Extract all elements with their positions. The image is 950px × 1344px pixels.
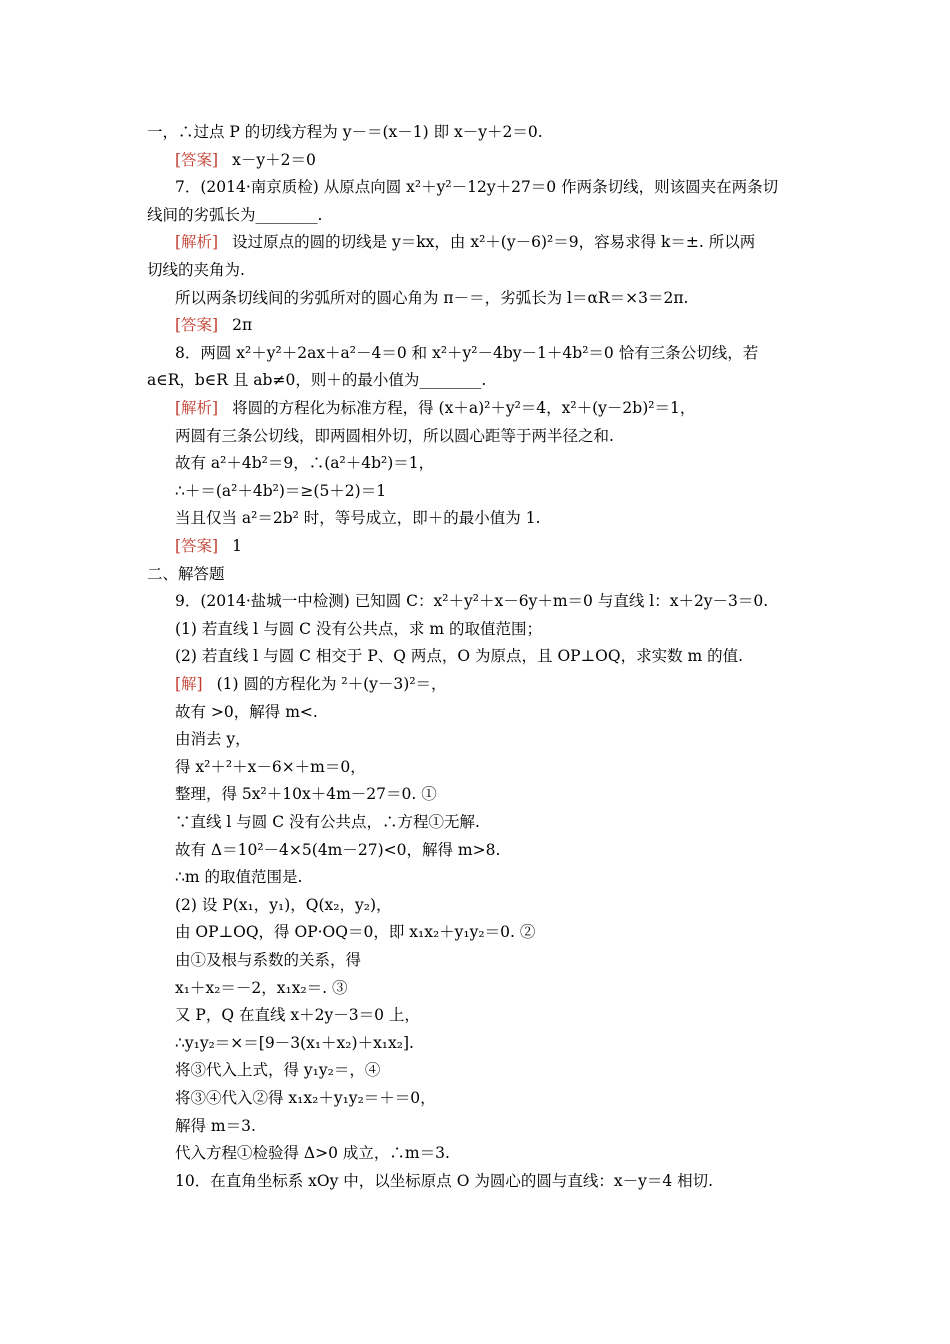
line-text: 设过原点的圆的切线是 y＝kx，由 x²＋(y－6)²＝9，容易求得 k＝±. 所以两 xyxy=(232,233,756,251)
line-text: 代入方程①检验得 Δ>0 成立，∴m＝3. xyxy=(175,1144,450,1162)
text-line xyxy=(175,702,318,722)
line-text: (2) 若直线 l 与圆 C 相交于 P、Q 两点，O 为原点，且 OP⊥OQ，求实数 m 的值. xyxy=(175,647,744,665)
line-text: x－y＋2＝0 xyxy=(232,151,316,169)
text-line xyxy=(175,1143,450,1163)
text-line xyxy=(147,260,245,280)
line-text: 2π xyxy=(232,316,253,334)
line-text: 由 OP⊥OQ，得 OP·OQ＝0，即 x₁x₂＋y₁y₂＝0. ② xyxy=(175,923,536,941)
line-text: 当且仅当 a²＝2b² 时，等号成立，即＋的最小值为 1. xyxy=(175,509,541,527)
line-text: 故有 a²＋4b²＝9，∴(a²＋4b²)＝1， xyxy=(175,454,435,472)
line-text: ∵直线 l 与圆 C 没有公共点，∴方程①无解. xyxy=(175,813,480,831)
text-line xyxy=(175,1088,436,1108)
text-line xyxy=(175,812,480,832)
text-line xyxy=(175,315,252,335)
line-text: 两圆有三条公切线，即两圆相外切，所以圆心距等于两半径之和. xyxy=(175,427,614,445)
line-text: ∴m 的取值范围是. xyxy=(175,868,303,886)
text-line xyxy=(175,729,251,749)
line-text: 1 xyxy=(232,537,242,555)
text-line xyxy=(175,1033,414,1053)
text-line xyxy=(175,426,614,446)
line-text: a∈R，b∈R 且 ab≠0，则＋的最小值为________. xyxy=(147,371,487,389)
line-text: 得 x²＋²＋x－6×＋m＝0， xyxy=(175,758,366,776)
line-text: ∴＋＝(a²＋4b²)＝≥(5＋2)＝1 xyxy=(175,482,387,500)
answer-tag: [解] xyxy=(175,675,203,693)
text-line xyxy=(175,232,755,252)
text-line xyxy=(175,343,758,363)
line-text: (2) 设 P(x₁，y₁)，Q(x₂，y₂)， xyxy=(175,896,392,914)
line-text: (1) 圆的方程化为 ²＋(y－3)²＝， xyxy=(216,675,447,693)
line-text: 又 P，Q 在直线 x＋2y－3＝0 上， xyxy=(175,1006,420,1024)
line-text: 整理，得 5x²＋10x＋4m－27＝0. ① xyxy=(175,785,437,803)
line-text: 故有 >0，解得 m<. xyxy=(175,703,318,721)
line-text: x₁＋x₂＝－2，x₁x₂＝. ③ xyxy=(175,979,348,997)
line-text: 将③代入上式，得 y₁y₂＝，④ xyxy=(175,1061,381,1079)
line-text: ∴y₁y₂＝×＝[9－3(x₁＋x₂)＋x₁x₂]. xyxy=(175,1034,414,1052)
line-text: 由消去 y， xyxy=(175,730,251,748)
answer-tag: [解析] xyxy=(175,233,219,251)
answer-tag: [答案] xyxy=(175,316,219,334)
line-text: 10．在直角坐标系 xOy 中，以坐标原点 O 为圆心的圆与直线：x－y＝4 相切. xyxy=(175,1172,714,1190)
answer-tag: [答案] xyxy=(175,537,219,555)
text-line xyxy=(175,950,361,970)
text-line xyxy=(175,646,743,666)
text-line xyxy=(175,895,392,915)
text-line xyxy=(175,453,434,473)
answer-tag: [解析] xyxy=(175,399,219,417)
text-line xyxy=(175,784,437,804)
text-line xyxy=(147,122,543,142)
text-line xyxy=(175,922,535,942)
line-text: 由①及根与系数的关系，得 xyxy=(175,951,362,969)
text-line xyxy=(175,591,768,611)
text-line xyxy=(175,288,688,308)
line-text: 所以两条切线间的劣弧所对的圆心角为 π－＝，劣弧长为 l＝αR＝×3＝2π. xyxy=(175,289,689,307)
text-line xyxy=(175,757,366,777)
answer-tag: [答案] xyxy=(175,151,219,169)
text-line xyxy=(175,150,316,170)
line-text: 解得 m＝3. xyxy=(175,1117,256,1135)
line-text: 7．(2014·南京质检) 从原点向圆 x²＋y²－12y＋27＝0 作两条切线，则该圆夹在两条切 xyxy=(175,178,779,196)
line-text: 线间的劣弧长为________. xyxy=(147,206,323,224)
text-line xyxy=(175,481,386,501)
text-line xyxy=(175,619,542,639)
text-line xyxy=(175,1171,713,1191)
text-line xyxy=(175,398,695,418)
text-line xyxy=(175,536,242,556)
line-text: 将圆的方程化为标准方程，得 (x＋a)²＋y²＝4，x²＋(y－2b)²＝1， xyxy=(232,399,696,417)
text-line xyxy=(175,177,778,197)
line-text: 切线的夹角为. xyxy=(147,261,245,279)
line-text: 将③④代入②得 x₁x₂＋y₁y₂＝＋＝0， xyxy=(175,1089,436,1107)
text-line xyxy=(147,564,225,584)
text-line xyxy=(175,508,541,528)
text-line xyxy=(175,840,500,860)
text-line xyxy=(175,1005,420,1025)
line-text: 8．两圆 x²＋y²＋2ax＋a²－4＝0 和 x²＋y²－4by－1＋4b²＝0 恰有三条公切线，若 xyxy=(175,344,759,362)
line-text: 一，∴过点 P 的切线方程为 y－＝(x－1) 即 x－y＋2＝0. xyxy=(147,123,543,141)
text-line xyxy=(175,674,447,694)
text-line xyxy=(175,1116,256,1136)
line-text: 二、解答题 xyxy=(147,565,225,583)
line-text: (1) 若直线 l 与圆 C 没有公共点，求 m 的取值范围； xyxy=(175,620,542,638)
line-text: 9．(2014·盐城一中检测) 已知圆 C：x²＋y²＋x－6y＋m＝0 与直线 l：x＋2y－3＝0. xyxy=(175,592,769,610)
text-line xyxy=(175,867,302,887)
text-line xyxy=(175,978,348,998)
text-line xyxy=(147,370,486,390)
line-text: 故有 Δ＝10²－4×5(4m－27)<0，解得 m>8. xyxy=(175,841,501,859)
text-line xyxy=(175,1060,380,1080)
text-line xyxy=(147,205,322,225)
